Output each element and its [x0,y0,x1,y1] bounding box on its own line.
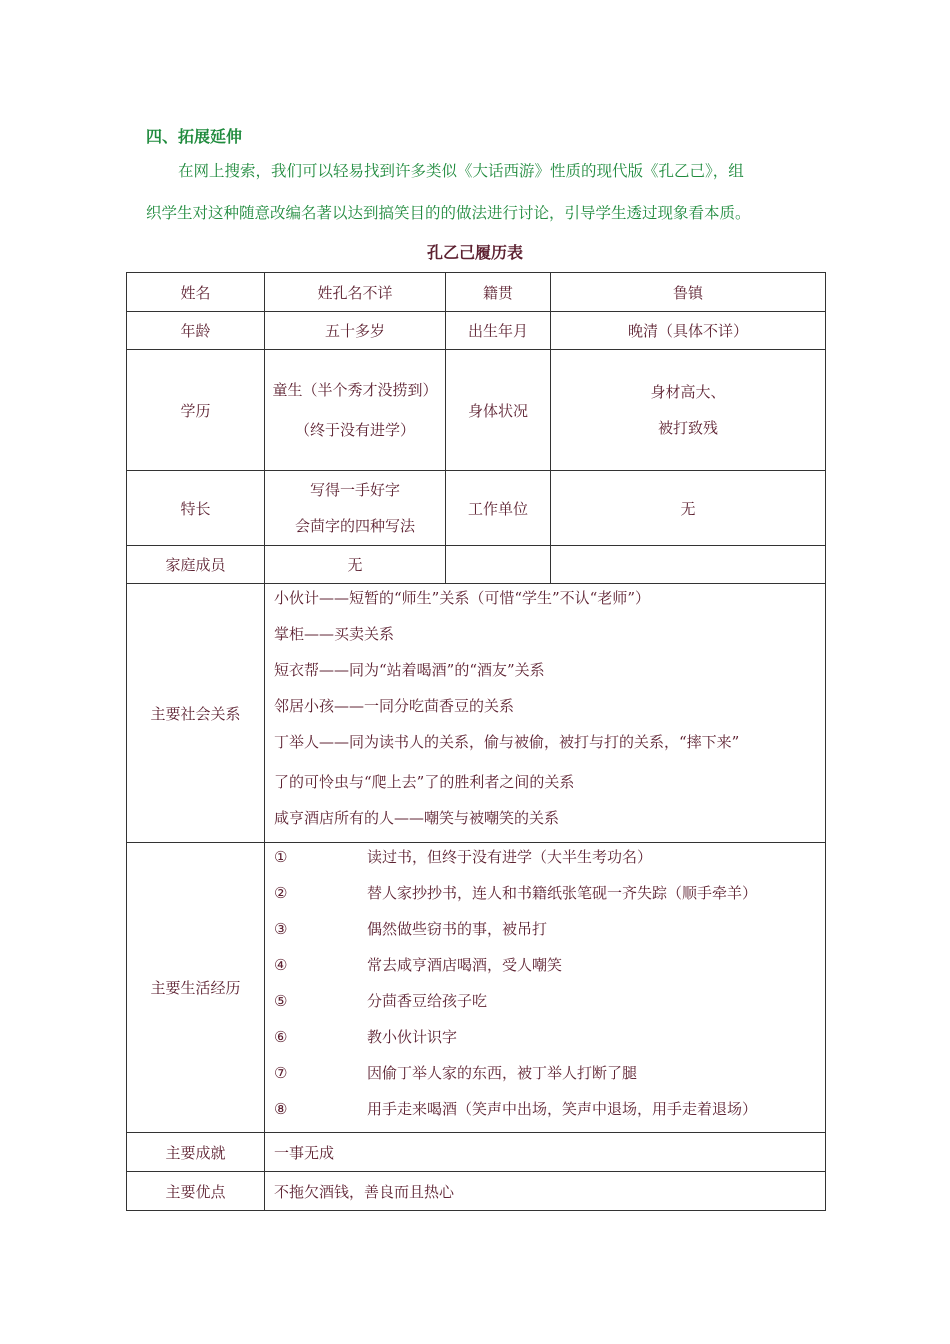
table-row [127,350,826,471]
item-text: 因偷丁举人家的东西，被丁举人打断了腿 [367,1064,638,1082]
value-specialty [265,471,446,546]
relation-line: 咸亨酒店所有的人——嘲笑与被嘲笑的关系 [274,809,560,827]
intro-paragraph-line-1: 在网上搜索，我们可以轻易找到许多类似《大话西游》性质的现代版《孔乙己》，组 [178,162,744,180]
section-heading: 四、拓展延伸 [146,127,243,146]
resume-table [126,272,826,1211]
label-family: 家庭成员 [127,546,265,584]
item-number: ⑦ [274,1064,288,1082]
item-text: 用手走来喝酒（笑声中出场，笑声中退场，用手走着退场） [367,1100,758,1118]
list-item [274,988,825,1024]
value-age: 五十多岁 [265,312,446,350]
table-row [127,546,826,584]
label-birth: 出生年月 [446,312,551,350]
specialty-line-1: 写得一手好字 [309,481,400,499]
relation-line: 掌柜——买卖关系 [274,625,395,643]
item-text: 偶然做些窃书的事，被吊打 [367,920,548,938]
relation-line: 了的可怜虫与“爬上去”了的胜利者之间的关系 [274,773,575,791]
health-line-1: 身材高大、 [650,383,726,401]
table-row [127,471,826,546]
empty-cell [446,546,551,584]
value-name: 姓孔名不详 [265,273,446,312]
item-number: ④ [274,956,288,974]
label-achievement: 主要成就 [127,1133,265,1172]
label-education: 学历 [127,350,265,471]
table-row [127,273,826,312]
health-line-2: 被打致残 [657,419,718,437]
value-workplace: 无 [551,471,826,546]
label-relations: 主要社会关系 [127,584,265,843]
table-row [127,1172,826,1211]
item-number: ⑥ [274,1028,288,1046]
value-birth: 晚清（具体不详） [551,312,826,350]
value-merit: 不拖欠酒钱，善良而且热心 [265,1172,826,1211]
list-item [274,1024,825,1060]
label-hometown: 籍贯 [446,273,551,312]
relation-line: 短衣帮——同为“站着喝酒”的“酒友”关系 [274,661,545,679]
value-relations [265,584,826,843]
specialty-line-2: 会茴字的四种写法 [294,517,415,535]
label-health: 身体状况 [446,350,551,471]
table-row [127,843,826,1133]
relation-line: 丁举人——同为读书人的关系，偷与被偷，被打与打的关系，“摔下来” [274,733,740,751]
item-text: 教小伙计识字 [367,1028,458,1046]
list-item [274,952,825,988]
table-row [127,312,826,350]
label-name: 姓名 [127,273,265,312]
item-text: 常去咸亨酒店喝酒，受人嘲笑 [367,956,563,974]
empty-cell [551,546,826,584]
list-item [274,1060,825,1096]
value-education: 童生（半个秀才没捞到）（终于没有进学） [265,350,446,471]
list-item [274,1096,825,1132]
item-text: 替人家抄抄书，连人和书籍纸张笔砚一齐失踪（顺手牵羊） [367,884,758,902]
label-age: 年龄 [127,312,265,350]
relation-line: 小伙计——短暂的“师生”关系（可惜“学生”不认“老师”） [274,589,651,607]
list-item [274,880,825,916]
table-row [127,584,826,843]
item-text: 分茴香豆给孩子吃 [367,992,488,1010]
value-experience [265,843,826,1133]
item-number: ① [274,848,288,866]
item-number: ③ [274,920,288,938]
label-experience: 主要生活经历 [127,843,265,1133]
list-item [274,844,825,880]
value-achievement: 一事无成 [265,1133,826,1172]
value-family: 无 [265,546,446,584]
intro-paragraph-line-2: 织学生对这种随意改编名著以达到搞笑目的的做法进行讨论，引导学生透过现象看本质。 [146,204,751,222]
label-specialty: 特长 [127,471,265,546]
item-number: ② [274,884,288,902]
value-hometown: 鲁镇 [551,273,826,312]
table-row [127,1133,826,1172]
list-item [274,916,825,952]
table-title: 孔乙己履历表 [426,243,523,262]
item-text: 读过书，但终于没有进学（大半生考功名） [367,848,653,866]
item-number: ⑧ [274,1100,288,1118]
relation-line: 邻居小孩——一同分吃茴香豆的关系 [274,697,515,715]
value-health [551,350,826,471]
item-number: ⑤ [274,992,288,1010]
label-merit: 主要优点 [127,1172,265,1211]
label-workplace: 工作单位 [446,471,551,546]
